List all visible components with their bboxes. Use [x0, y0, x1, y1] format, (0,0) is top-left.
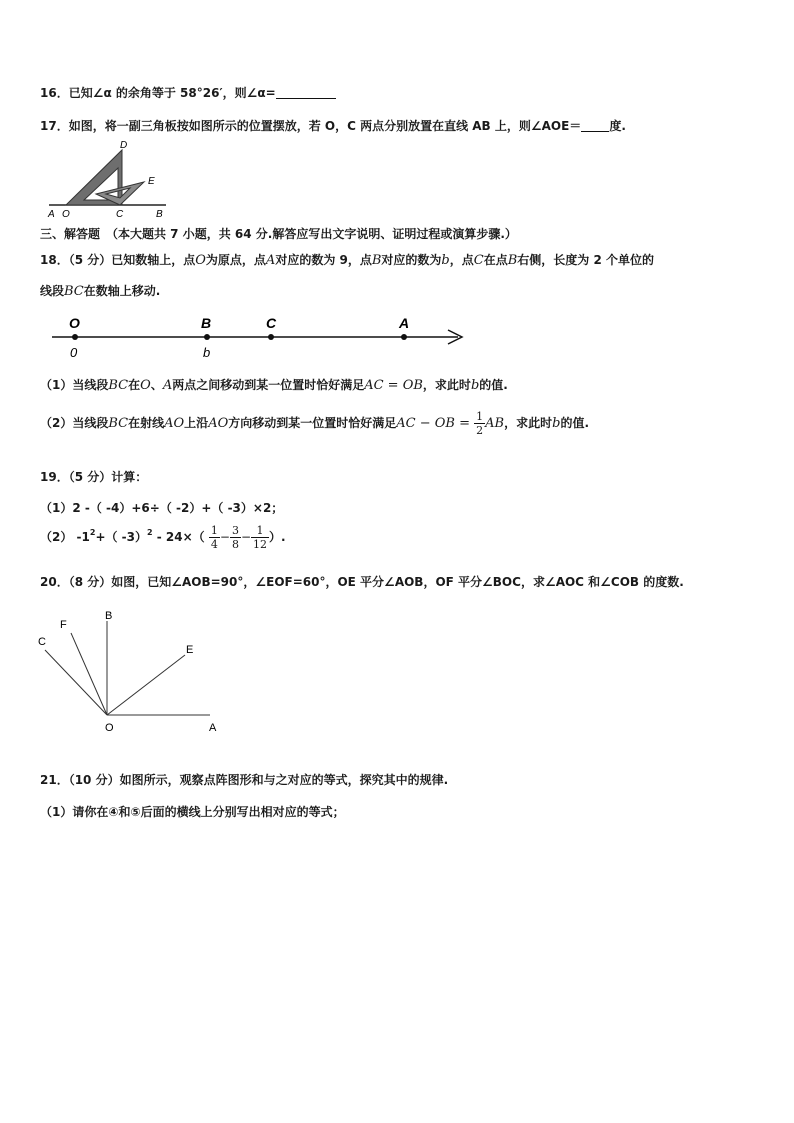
point-c: [268, 334, 274, 340]
q17-label-a: A: [48, 209, 55, 220]
point-o: [72, 334, 78, 340]
q19-text: - 24×（: [152, 530, 205, 544]
q18-var: BC: [108, 378, 129, 393]
point-b: [204, 334, 210, 340]
exponent: 2: [147, 528, 153, 537]
label-a: A: [209, 722, 217, 734]
q18-equation: AB: [485, 416, 505, 431]
label-c: C: [266, 315, 277, 331]
q18-text: 线段: [40, 284, 65, 298]
q18-text: 两点之间移动到某一位置时恰好满足: [172, 378, 365, 392]
q16-text: 16．已知∠α 的余角等于 58°26′，则∠α=: [40, 86, 276, 100]
q18-var: B: [507, 253, 518, 268]
q19-text: 19．（5 分）计算：: [40, 470, 148, 484]
fraction-denominator: 4: [210, 538, 218, 551]
q16-answer-blank: [276, 86, 336, 99]
q21-text: （1）请你在④和⑤后面的横线上分别写出相对应的等式；: [40, 805, 345, 819]
q19-text: （1）2 -（ -4）+6÷（ -2）+（ -3）×2；: [40, 501, 284, 515]
exponent: 2: [89, 528, 96, 537]
q17-label-e: E: [148, 176, 155, 187]
q19-fraction-3: [251, 524, 269, 551]
q18-var: A: [162, 378, 173, 393]
q18-text: （1）当线段: [40, 378, 109, 392]
question-18-part1: [40, 376, 508, 393]
q21-text: 21．（10 分）如图所示，观察点阵图形和与之对应的等式，探究其中的规律.: [40, 773, 449, 787]
q18-text: ，点: [449, 253, 474, 267]
label-o: O: [105, 722, 114, 734]
label-c: C: [38, 636, 46, 648]
q18-var: b: [441, 253, 450, 268]
q18-text: ，求此时: [504, 416, 553, 430]
q17-text-after: 度.: [609, 119, 626, 133]
q18-text: 18．（5 分）已知数轴上，点: [40, 253, 196, 267]
question-19-title: [40, 468, 147, 485]
q18-text: 对应的数为: [381, 253, 442, 267]
q17-label-b: B: [156, 209, 163, 220]
question-18-part2: [40, 410, 589, 437]
q18-var: b: [552, 416, 561, 431]
q18-text: 、: [150, 378, 163, 392]
question-17: [40, 117, 626, 134]
q18-var: O: [195, 253, 206, 268]
q18-text: 在数轴上移动.: [83, 284, 161, 298]
fraction-denominator: 8: [231, 538, 239, 551]
q17-triangle-figure: [44, 138, 174, 220]
label-f: F: [60, 619, 67, 631]
q18-text: 的值.: [479, 378, 508, 392]
fraction-numerator: 1: [476, 410, 484, 423]
q17-label-o: O: [62, 209, 70, 220]
question-20: [40, 573, 684, 590]
ray-of: [71, 633, 107, 715]
q18-text: 在点: [483, 253, 508, 267]
minus-sign: −: [219, 530, 230, 544]
q18-text: 的值.: [560, 416, 590, 430]
q18-text: 在: [128, 378, 141, 392]
q17-label-c: C: [116, 209, 124, 220]
label-b: B: [105, 610, 113, 622]
fraction-denominator: 12: [253, 538, 267, 551]
q18-var: A: [265, 253, 276, 268]
q18-equation: AC = OB: [364, 378, 423, 393]
label-e: E: [186, 644, 194, 656]
q17-answer-blank: [581, 119, 609, 132]
minus-sign: −: [240, 530, 251, 544]
q17-label-d: D: [120, 140, 128, 151]
label-a: A: [399, 315, 410, 331]
value-0: 0: [70, 345, 78, 360]
section-3-heading: [40, 225, 517, 242]
question-16: [40, 84, 336, 101]
question-21-part1: [40, 803, 345, 820]
point-a: [401, 334, 407, 340]
q18-text: 对应的数为 9，点: [275, 253, 372, 267]
q18-var: BC: [64, 284, 84, 299]
ray-oc: [45, 650, 107, 715]
q17-text: 17．如图，将一副三角板按如图所示的位置摆放，若 O，C 两点分别放置在直线 AB 上，则∠AOE＝: [40, 119, 582, 133]
q18-var: B: [371, 253, 382, 268]
q20-angle-figure: [30, 605, 230, 737]
q18-var: b: [470, 378, 480, 393]
fraction-numerator: 1: [210, 524, 218, 537]
q19-text: （2） -1: [40, 530, 90, 544]
question-21: [40, 771, 448, 788]
q19-fraction-2: [230, 524, 241, 551]
q18-var: AO: [164, 416, 185, 431]
fraction-numerator: 1: [251, 524, 269, 538]
q19-text: ）.: [269, 530, 286, 544]
q18-text: 上沿: [184, 416, 209, 430]
q18-text: 右侧，长度为 2 个单位的: [517, 253, 655, 267]
question-18-line2: [40, 282, 160, 299]
q18-fraction: [474, 410, 485, 437]
q18-var: BC: [108, 416, 129, 431]
question-19-part2: [40, 524, 286, 551]
value-b: b: [203, 345, 211, 360]
q18-text: ，求此时: [422, 378, 471, 392]
q18-text: 方向移动到某一位置时恰好满足: [228, 416, 397, 430]
q18-text: 为原点，点: [205, 253, 266, 267]
question-18-line1: [40, 251, 654, 268]
fraction-numerator: 3: [231, 524, 239, 537]
q19-fraction-1: [209, 524, 220, 551]
q18-number-line: [44, 310, 474, 365]
q18-text: （2）当线段: [40, 416, 109, 430]
question-19-part1: [40, 499, 283, 516]
q18-equation: AC − OB =: [396, 416, 470, 431]
section-3-text: 三、解答题 （本大题共 7 小题，共 64 分.解答应写出文字说明、证明过程或演算步骤.）: [40, 227, 517, 241]
ray-oe: [107, 655, 185, 715]
q20-text: 20．（8 分）如图，已知∠AOB=90°，∠EOF=60°，OE 平分∠AOB，OF 平分∠BOC，求∠AOC 和∠COB 的度数.: [40, 575, 684, 589]
label-b: B: [201, 315, 212, 331]
q18-var: AO: [208, 416, 229, 431]
label-o: O: [69, 315, 80, 331]
q18-var: C: [473, 253, 484, 268]
fraction-denominator: 2: [476, 424, 484, 437]
q19-text: +（ -3）: [95, 530, 148, 544]
q18-text: 在射线: [128, 416, 165, 430]
q18-var: O: [140, 378, 151, 393]
